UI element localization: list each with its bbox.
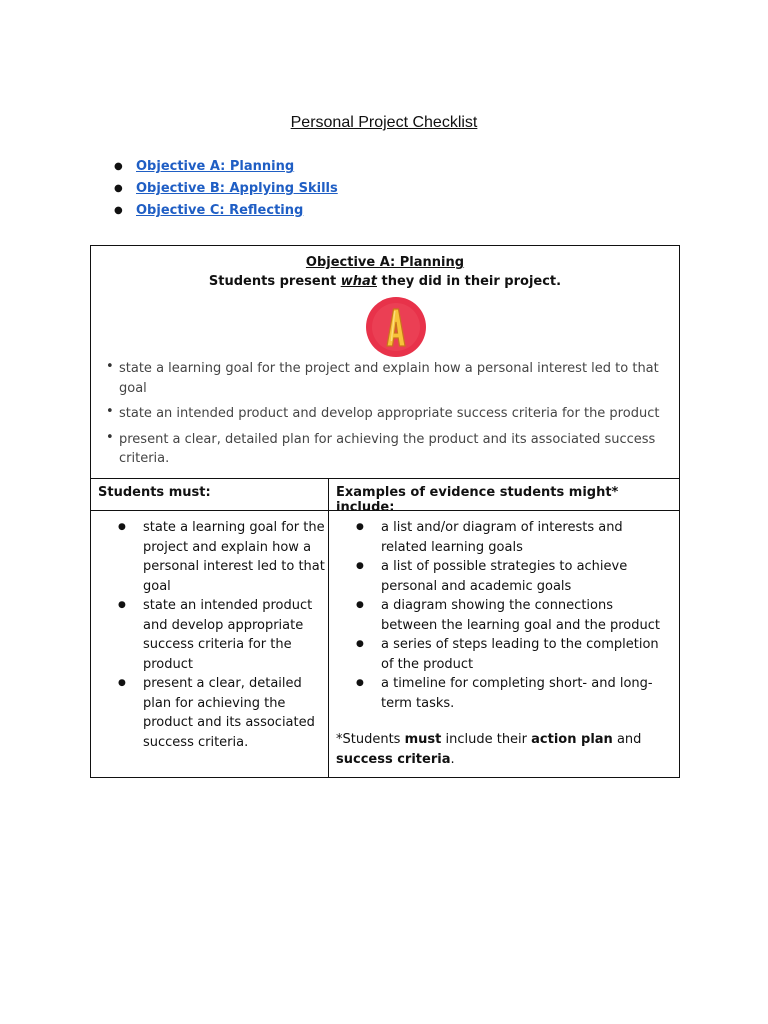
list-item: ● state a learning goal for the project and explain how a personal interest led to that goal	[118, 520, 325, 594]
list-item: • state an intended product and develop appropriate success criteria for the product	[106, 404, 660, 421]
objective-table	[90, 245, 680, 778]
list-item: • state a learning goal for the project and explain how a personal interest led to that goal	[106, 359, 659, 396]
objectives-list	[110, 156, 338, 222]
list-item	[110, 200, 338, 222]
students-must-header: Students must:	[98, 485, 211, 500]
objective-subtitle: Students present what they did in their project.	[208, 274, 562, 289]
students-must-list	[117, 518, 325, 752]
bullet-icon: ●	[118, 678, 126, 688]
list-item: ● a timeline for completing short- and long-term tasks.	[356, 676, 653, 711]
list-item: ● present a clear, detailed plan for achieving the product and its associated success criteria.	[118, 676, 315, 750]
objective-header	[91, 246, 679, 478]
objective-a-link[interactable]: Objective A: Planning	[136, 159, 295, 174]
evidence-header: Examples of evidence students might* include:	[336, 485, 619, 515]
bullet-icon: ●	[356, 678, 364, 688]
list-item: • present a clear, detailed plan for achieving the product and its associated success criteria.	[106, 429, 656, 466]
list-item: ● state an intended product and develop appropriate success criteria for the product	[118, 598, 313, 672]
bullet-icon: ●	[356, 522, 364, 532]
bullet-icon: ●	[356, 639, 364, 649]
objective-b-link[interactable]: Objective B: Applying Skills	[136, 181, 338, 196]
divider	[91, 478, 679, 479]
bullet-icon: ●	[356, 600, 364, 610]
objective-c-link[interactable]: Objective C: Reflecting	[136, 203, 304, 218]
evidence-list	[355, 518, 671, 713]
objective-title: Objective A: Planning	[305, 255, 465, 270]
list-item	[110, 178, 338, 200]
bullet-icon: ●	[118, 522, 126, 532]
list-item: ● a diagram showing the connections between the learning goal and the product	[356, 598, 660, 633]
column-divider	[328, 478, 329, 777]
bullet-icon: ●	[114, 183, 123, 194]
list-item: ● a list of possible strategies to achieve personal and academic goals	[356, 559, 628, 594]
bullet-icon: ●	[118, 600, 126, 610]
list-item: ● a list and/or diagram of interests and related learning goals	[356, 520, 623, 555]
list-item	[110, 156, 338, 178]
page-title: Personal Project Checklist	[290, 114, 478, 131]
evidence-note: *Students must include their action plan and success criteria.	[336, 732, 642, 767]
bullet-icon: •	[106, 404, 114, 419]
bullet-icon: ●	[114, 205, 123, 216]
bullet-icon: •	[106, 429, 114, 445]
bullet-icon: •	[106, 359, 114, 374]
letter-a-badge-icon	[366, 297, 426, 357]
bullet-icon: ●	[356, 561, 364, 571]
criteria-list	[105, 359, 665, 475]
list-item: ● a series of steps leading to the completion of the product	[356, 637, 659, 672]
bullet-icon: ●	[114, 161, 123, 172]
